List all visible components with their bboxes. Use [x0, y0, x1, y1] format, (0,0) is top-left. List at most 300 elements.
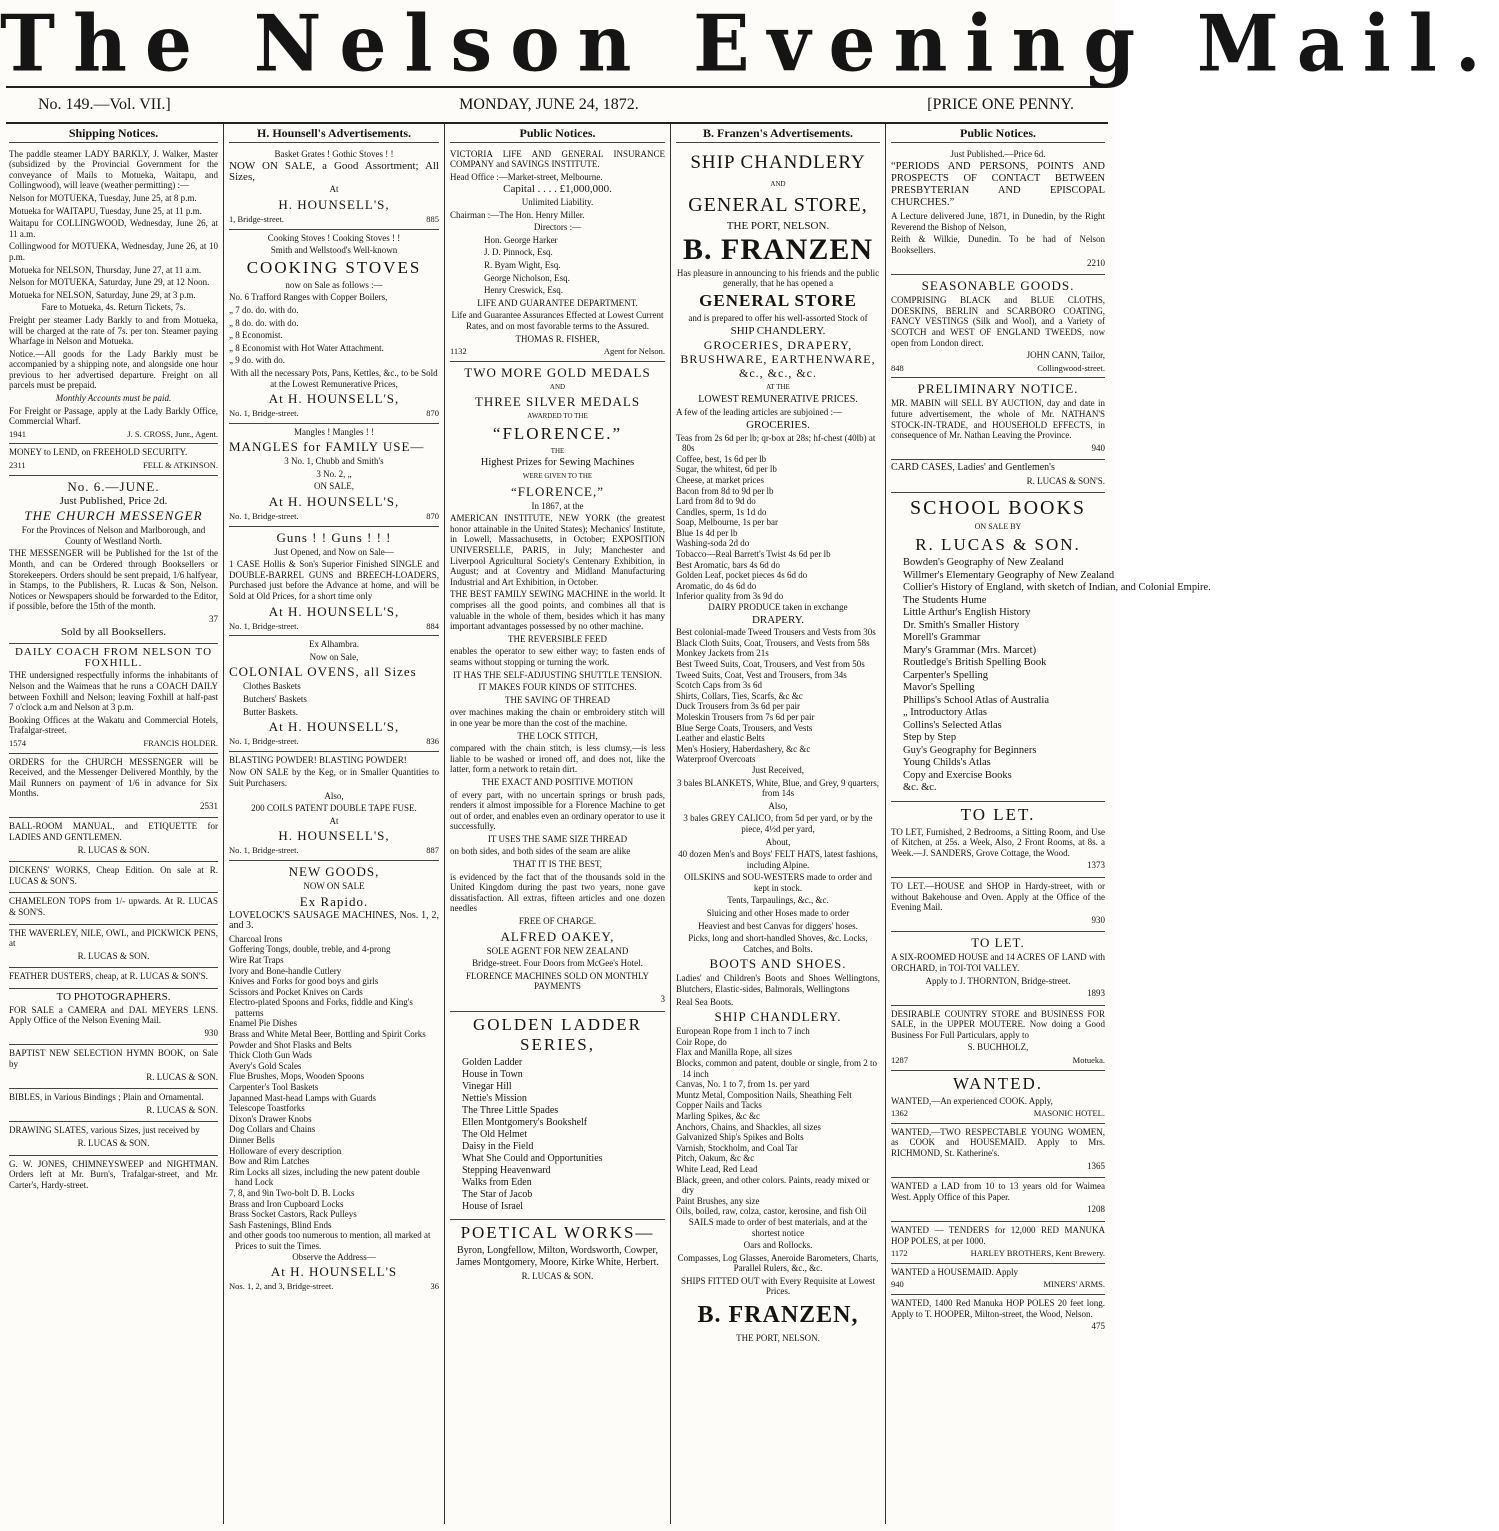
drapery-item: Scotch Caps from 3s 6d — [676, 680, 762, 691]
ad-text: ON SALE, — [314, 481, 354, 492]
ad-text: G. W. JONES, CHIMNEYSWEEP and NIGHTMAN. Orders left at Mr. Burn's, Trafalgar-street, and Mr. Carter's, Hardy-street. — [9, 1158, 218, 1190]
grocery-item: Coffee, best, 1s 6d per lb — [676, 453, 767, 464]
fare-line: Fare to Motueka, 4s. Return Tickets, 7s. — [41, 302, 186, 313]
book-title: Copy and Exercise Books — [903, 769, 1012, 781]
ad-text: A SIX-ROOMED HOUSE and 14 ACRES OF LAND with ORCHARD, in TOI-TOI VALLEY. — [891, 952, 1105, 973]
book-title: „ Introductory Atlas — [903, 707, 987, 719]
series-title: House of Israel — [462, 1200, 524, 1212]
ad-signature: H. HOUNSELL'S, — [278, 828, 390, 844]
book-title: Guy's Geography for Beginners — [903, 744, 1037, 756]
ad-number: 930 — [1091, 914, 1105, 925]
director: R. Byam Wight, Esq. — [484, 259, 561, 270]
ad-signature: R. LUCAS & SON. — [915, 535, 1081, 555]
ad-signature: At H. HOUNSELL'S, — [268, 391, 400, 407]
ad-heading: IT USES THE SAME SIZE THREAD — [487, 833, 628, 844]
ad-text: Real Sea Boots. — [676, 996, 734, 1007]
photographers-ad — [9, 989, 218, 1045]
ad-text: 3 No. 2, „ — [316, 468, 352, 479]
goods-item: Enamel Pie Dishes — [229, 1018, 297, 1029]
ad-text: SOLE AGENT FOR NEW ZEALAND — [486, 945, 629, 956]
ad-heading: SHIP CHANDLERY. — [714, 1009, 842, 1025]
ad-number: 37 — [209, 613, 218, 624]
chandlery-item: Flax and Manilla Rope, all sizes — [676, 1047, 792, 1058]
chandlery-item: Copper Nails and Tacks — [676, 1100, 762, 1111]
ad-signature: R. LUCAS & SON. — [146, 1071, 218, 1082]
chandlery-item: Coir Rope, do — [676, 1036, 727, 1047]
ad-text: Just Opened, and Now on Sale— — [274, 546, 394, 557]
goods-item: Carpenter's Tool Baskets — [229, 1082, 319, 1093]
ad-number: 1893 — [1087, 988, 1105, 999]
drapery-item: Duck Trousers from 3s 6d per pair — [676, 701, 800, 712]
wanted-housemaid-ad — [891, 1264, 1105, 1295]
ad-heading: Cooking Stoves ! Cooking Stoves ! ! — [267, 232, 401, 243]
notice-line: Notice.—All goods for the Lady Barkly must be accompanied by a shipping note, and alongside one hour previous to her advertised departure. Freight on all parcels must be prepaid. — [9, 348, 218, 391]
range-line: „ 8 Economist. — [229, 330, 283, 341]
goods-item: Ivory and Bone-handle Cutlery — [229, 965, 342, 976]
ad-text: WANTED — TENDERS for 12,000 RED MANUKA HOP POLES, at per 1000. — [891, 1225, 1105, 1246]
series-title: What She Could and Opportunities — [462, 1152, 603, 1164]
ad-text: Byron, Longfellow, Milton, Wordsworth, Cowper, James Montgomery, Moore, Kirke White, Herbert. — [456, 1244, 659, 1268]
ad-text: on both sides, and both sides of the seam are alike — [450, 846, 631, 857]
sailing-line: Waitapu for COLLINGWOOD, Wednesday, June 26, at 11 a.m. — [9, 218, 218, 239]
ad-text: THE BEST FAMILY SEWING MACHINE in the world. It comprises all the good points, and combines all that is valuable in the whole of them, besides which it has many important advantages possessed by no other machine. — [450, 589, 665, 632]
series-title: The Three Little Spades — [462, 1104, 559, 1116]
ad-heading: GOLDEN LADDER SERIES, — [472, 1014, 643, 1054]
grocery-item: Bacon from 8d to 9d per lb — [676, 485, 774, 496]
dickens-ad — [9, 862, 218, 893]
ad-signature: At H. HOUNSELL'S, — [268, 603, 400, 619]
book-title: Phillips's School Atlas of Australia — [903, 694, 1049, 706]
chandlery-list — [676, 1026, 880, 1217]
ad-text: SHIP CHANDLERY. — [730, 324, 826, 337]
insurance-ad — [450, 146, 665, 362]
ad-text: compared with the chain stitch, is less clumsy,—is less liable to be washed or ironed off, and does not, like the latter, form a network to retain dirt. — [450, 743, 665, 775]
grocery-item: Best Aromatic, bars 4s 6d do — [676, 559, 780, 570]
ad-text: SAILS made to order of best materials, and at the shortest notice — [688, 1216, 868, 1238]
series-title: Stepping Heavenward — [462, 1164, 551, 1176]
ad-text: ON SALE BY — [974, 522, 1022, 532]
ad-heading: GENERAL STORE, — [688, 194, 868, 217]
series-title: Walks from Eden — [462, 1176, 532, 1188]
ad-signature: R. LUCAS & SON'S. — [1026, 475, 1105, 486]
ad-heading: IT HAS THE SELF-ADJUSTING SHUTTLE TENSION. — [453, 669, 662, 680]
ad-text: THE — [550, 446, 565, 455]
ad-text: Clothes Baskets — [243, 681, 301, 692]
ad-text: enables the operator to sew either way; to fasten ends of seams without stopping or turning the work. — [450, 646, 665, 667]
chandlery-item: Anchors, Chains, and Shackles, all sizes — [676, 1121, 821, 1132]
goods-item: Bow and Rim Latches — [229, 1156, 310, 1167]
guns-ad — [229, 527, 439, 637]
ad-text: DAIRY PRODUCE taken in exchange — [708, 602, 848, 613]
goods-item: Sash Fastenings, Blind Ends — [229, 1219, 332, 1230]
pens-ad — [9, 925, 218, 969]
series-title: The Star of Jacob — [462, 1188, 533, 1200]
ad-heading: “FLORENCE.” — [492, 423, 623, 443]
sailing-line: Motueka for NELSON, Thursday, June 27, at 11 a.m. — [9, 264, 202, 275]
ad-text: 200 COILS PATENT DOUBLE TAPE FUSE. — [251, 803, 417, 814]
chandlery-item: European Rope from 1 inch to 7 inch — [676, 1026, 810, 1037]
range-line: „ 8 do. do. with do. — [229, 317, 299, 328]
ad-number: 1373 — [1087, 860, 1105, 871]
ad-text: FEATHER DUSTERS, cheap, at R. LUCAS & SON'S. — [9, 971, 208, 982]
director: Hon. George Harker — [484, 234, 558, 245]
cooking-stoves-ad — [229, 230, 439, 424]
ad-text: 3 bales GREY CALICO, from 5d per yard, or by the piece, 4½d per yard, — [683, 813, 873, 834]
ad-text: Butchers' Baskets — [243, 694, 307, 704]
ad-text: Head Office :—Market-street, Melbourne. — [450, 171, 603, 182]
ad-text: Highest Prizes for Sewing Machines — [480, 457, 635, 469]
grocery-item: Blue 1s 4d per lb — [676, 527, 738, 538]
goods-item: 7, 8, and 9in Two-bolt D. B. Locks — [229, 1187, 355, 1198]
goods-item: Thick Cloth Gun Wads — [229, 1050, 312, 1061]
series-list — [462, 1057, 665, 1213]
ad-signature: R. LUCAS & SON. — [77, 844, 150, 855]
goods-item: Avery's Gold Scales — [229, 1060, 302, 1071]
ad-text: Butter Baskets. — [243, 706, 298, 717]
ad-text: Also, — [768, 800, 788, 811]
chandlery-item: White Lead, Red Lead — [676, 1163, 758, 1174]
ad-text: Ladies' and Children's Boots and Shoes Wellingtons, Blutchers, Elastic-sides, Balmorals, Wellingtons — [676, 973, 880, 995]
column-shipping — [4, 124, 223, 1524]
ad-text: 1 CASE Hollis & Son's Superior Finished SINGLE and DOUBLE-BARREL GUNS and BREECH-LOADERS, Purchased just before the Advance at home, and will be Sold at Old Prices, for a short time only — [229, 559, 439, 602]
ad-text: ORDERS for the CHURCH MESSENGER will be Received, and the Messenger Delivered Monthly, by the Mail Runners on payment of 1/6 in advance for Six Months. — [9, 756, 218, 799]
ad-text: THE PORT, NELSON. — [726, 220, 830, 233]
series-title: Daisy in the Field — [462, 1140, 534, 1152]
ad-text: Just Published.—Price 6d. — [950, 148, 1046, 159]
to-let-house-ad — [891, 932, 1105, 1005]
signature: 1132 Agent for Nelson. — [450, 346, 665, 357]
ad-text: AND — [770, 179, 786, 188]
ad-text: A few of the leading articles are subjoined :— — [676, 407, 842, 418]
ad-text: Just Received, — [752, 764, 804, 775]
slates-ad — [9, 1122, 218, 1155]
column-heading: Shipping Notices. — [9, 128, 218, 143]
ad-text: is evidenced by the fact that of the thousands sold in the United Kingdom during the past two years, none gave dissatisfaction. All extras, fifteen articles and one dozen needles — [450, 871, 665, 914]
grocery-item: Sugar, the whitest, 6d per lb — [676, 464, 777, 475]
ad-signature: At H. HOUNSELL'S, — [268, 494, 400, 510]
ad-text: THE MESSENGER will be Published for the 1st of the Month, and can be Ordered through Booksellers or Storekeepers. Orders should be sent prepaid, 1/6 halfyear, in Stamps, to the Publishers, R. Lucas & Son, Nelson. Notices or Newspapers should be forwarded to the Editor, if possible, before the 15th of the month. — [9, 548, 218, 612]
signature: 848 Collingwood-street. — [891, 362, 1105, 373]
ad-text: WANTED a HOUSEMAID. Apply — [891, 1266, 1018, 1277]
ad-heading: VICTORIA LIFE AND GENERAL INSURANCE COMPANY and SAVINGS INSTITUTE. — [450, 148, 665, 170]
ad-text: Sold by all Booksellers. — [60, 625, 167, 638]
ad-heading: SEASONABLE GOODS. — [921, 278, 1075, 294]
section-heading: WANTED. — [952, 1073, 1043, 1093]
ad-text: Tents, Tarpaulings, &c., &c. — [727, 895, 829, 906]
ad-text: now on Sale as follows :— — [285, 279, 383, 290]
auction-ad — [891, 378, 1105, 460]
signature: No. 1, Bridge-street. 887 — [229, 845, 439, 856]
golden-ladder-ad — [450, 1012, 665, 1220]
range-line: „ 9 do. with do. — [229, 355, 285, 366]
goods-item: and other goods too numerous to mention, all marked at Prices to suit the Times. — [229, 1230, 431, 1251]
wanted-lad-ad — [891, 1178, 1105, 1222]
ad-signature: B. FRANZEN, — [697, 1302, 859, 1329]
ad-text: Chairman :—The Hon. Henry Miller. — [450, 209, 585, 220]
column-heading: H. Hounsell's Advertisements. — [229, 128, 439, 143]
ad-heading: “FLORENCE,” — [511, 483, 604, 499]
issue-line — [0, 88, 1114, 122]
ad-heading: GROCERIES. — [746, 418, 810, 431]
ad-heading: THAT IT IS THE BEST, — [512, 859, 603, 870]
chandlery-item: Oils, boiled, raw, colza, castor, kerosine, and fish Oil — [676, 1206, 867, 1217]
grocery-item: Teas from 2s 6d per lb; qr-box at 28s; hf-chest (40lb) at 80s — [676, 432, 876, 454]
signature: 1, Bridge-street. 885 — [229, 213, 439, 224]
ad-text: Capital . . . . £1,000,000. — [503, 183, 612, 196]
ad-heading: IT MAKES FOUR KINDS OF STITCHES. — [478, 682, 637, 693]
tailor-ad — [891, 275, 1105, 378]
ad-text: DICKENS' WORKS, Cheap Edition. On sale at R. LUCAS & SON'S. — [9, 865, 218, 886]
goods-item: Japanned Mast-head Lamps with Guards — [229, 1092, 376, 1103]
ad-text: of every part, with no uncertain springs or brush pads, renders it almost impossible for a Florence Machine to get out of order, and enables even an ordinary operator to use it successfully. — [450, 789, 665, 832]
ad-number: 1365 — [1087, 1160, 1105, 1171]
goods-item: Holloware of every description — [229, 1145, 342, 1156]
drapery-list — [676, 627, 880, 765]
ad-text: In 1867, at the — [531, 500, 584, 511]
ad-text: WANTED, 1400 Red Manuka HOP POLES 20 feet long. Apply to T. HOOPER, Milton-street, the Wood, Nelson. — [891, 1297, 1105, 1319]
ad-text: 3 No. 1, Chubb and Smith's — [284, 456, 384, 467]
money-ad — [9, 444, 218, 475]
chandlery-item: Paint Brushes, any size — [676, 1195, 760, 1206]
ad-signature: R. LUCAS & SON. — [77, 950, 150, 961]
ad-heading: TWO MORE GOLD MEDALS — [464, 364, 651, 380]
goods-item: Goffering Tongs, double, treble, and 4-prong — [229, 944, 391, 955]
issue-number: No. 149.—Vol. VII.] — [38, 96, 171, 113]
goods-item: Knives and Forks for good boys and girls — [229, 976, 379, 987]
ad-text: CHAMELEON TOPS from 1/- upwards. At R. LUCAS & SON'S. — [9, 896, 218, 918]
column-heading: Public Notices. — [891, 128, 1105, 143]
book-title: Collier's History of England, with sketch of Indian, and Colonial Empire. — [903, 582, 1211, 594]
drapery-item: Shirts, Collars, Ties, Scarfs, &c &c — [676, 690, 803, 701]
ad-text: A Lecture delivered June, 1871, in Dunedin, by the Right Reverend the Bishop of Nelson, — [891, 211, 1105, 232]
ad-heading: SHIP CHANDLERY — [690, 151, 866, 173]
ad-signature: At H. HOUNSELL'S, — [268, 719, 400, 735]
ad-text: 40 dozen Men's and Boys' FELT HATS, latest fashions, including Alpine. — [678, 849, 878, 870]
goods-item: Dog Collars and Chains — [229, 1124, 316, 1135]
drapery-item: Best Tweed Suits, Coat, Trousers, and Vest from 50s — [676, 659, 865, 669]
column-public-notices-2 — [885, 124, 1211, 1524]
ad-number: 3 — [660, 994, 665, 1004]
book-title: Dr. Smith's Smaller History — [903, 619, 1020, 631]
florence-ad — [450, 362, 665, 1012]
grocery-item: Tobacco—Real Barrett's Twist 4s 6d per lb — [676, 549, 831, 560]
new-goods-ad — [229, 861, 439, 1296]
accounts-line: Monthly Accounts must be paid. — [55, 393, 172, 404]
series-title: The Old Helmet — [462, 1128, 527, 1140]
book-title: Step by Step — [903, 732, 957, 744]
ad-text: WANTED,—An experienced COOK. Apply, — [891, 1095, 1053, 1106]
ad-text: NOW ON SALE, a Good Assortment; All Sizes, — [229, 160, 439, 183]
ad-text: No. 6.—JUNE. — [67, 478, 160, 494]
wanted-section — [891, 1071, 1105, 1124]
ad-text: Heaviest and best Canvas for diggers' hoses. — [698, 920, 858, 931]
ad-text: Observe the Address— — [292, 1251, 376, 1262]
ad-heading: THE CHURCH MESSENGER — [24, 508, 203, 524]
goods-item: Charcoal Irons — [229, 933, 283, 944]
masthead — [0, 0, 1499, 90]
ad-heading: THE EXACT AND POSITIVE MOTION — [481, 776, 634, 787]
ad-heading: THE LOCK STITCH, — [517, 730, 598, 741]
director: J. D. Pinnock, Esq. — [484, 247, 553, 258]
ad-signature: R. LUCAS & SON. — [146, 1104, 218, 1115]
ad-text: Bridge-street. Four Doors from McGee's Hotel. — [472, 958, 643, 969]
ad-text: AT THE — [766, 383, 790, 392]
series-title: Ellen Montgomery's Bookshelf — [462, 1116, 588, 1128]
ad-heading: LIFE AND GUARANTEE DEPARTMENT. — [477, 297, 638, 308]
signature: 2311 FELL & ATKINSON. — [9, 460, 218, 471]
goods-item: Dixon's Drawer Knobs — [229, 1113, 312, 1124]
signature: No. 1, Bridge-street. 870 — [229, 511, 439, 522]
ad-text: Apply to J. THORNTON, Bridge-street. — [925, 975, 1071, 986]
ad-text: THE PORT, NELSON. — [736, 1333, 820, 1344]
series-title: Vinegar Hill — [462, 1080, 512, 1092]
ad-number: 1208 — [1087, 1204, 1105, 1215]
ad-heading: POETICAL WORKS— — [460, 1222, 655, 1242]
goods-item: Dinner Bells — [229, 1135, 275, 1145]
ad-text: COMPRISING BLACK and BLUE CLOTHS, DOESKINS, BERLIN and SCARBORO COATING, FANCY VESTINGS (Silk and Wool), and a Variety of SCOTCH and WEST OF ENGLAND TWEEDS, now open from London direct. — [891, 295, 1105, 348]
signature: 1172 HARLEY BROTHERS, Kent Brewery. — [891, 1248, 1105, 1259]
franzen-store-ad — [676, 146, 880, 1350]
grocery-item: Aromatic, do 4s 6d do — [676, 580, 757, 591]
sailing-line: Nelson for MOTUEKA, Tuesday, June 25, at 8 p.m. — [9, 192, 197, 203]
ad-heading: THE SAVING OF THREAD — [505, 694, 610, 705]
ad-text: TO LET, Furnished, 2 Bedrooms, a Sitting Room, and Use of Kitchen, at 25s. a Week, Also, 2 Front Rooms, at 8s. a Week.—J. SANDERS, Grove Cottage, the Wood. — [891, 826, 1105, 858]
ad-text: Compasses, Log Glasses, Aneroide Barometers, Charts, Parallel Rulers, &c., &c. — [677, 1252, 879, 1274]
to-let-section — [891, 802, 1105, 878]
ad-heading: COOKING STOVES — [246, 257, 422, 277]
ad-heading: Basket Grates ! Gothic Stoves ! ! — [274, 148, 394, 159]
ad-text: Smith and Wellstood's Well-known — [270, 245, 398, 256]
sailing-line: Motueka for NELSON, Saturday, June 29, at 3 p.m. — [9, 289, 196, 300]
grocery-item: Soap, Melbourne, 1s per bar — [676, 517, 778, 528]
drapery-item: Men's Hosiery, Haberdashery, &c &c — [676, 743, 811, 754]
goods-item: Rim Locks all sizes, including the new patent double hand Lock — [229, 1166, 420, 1188]
goods-item: Wire Rat Traps — [229, 954, 284, 965]
ad-number: 930 — [204, 1027, 218, 1038]
ad-text: For the Provinces of Nelson and Marlborough, and County of Westland North. — [21, 525, 206, 546]
wanted-women-ad — [891, 1124, 1105, 1178]
book-title: Collins's Selected Atlas — [903, 719, 1002, 731]
ad-text: over machines making the chain or embroidery stitch will in one year be more than the cost of the machine. — [450, 707, 665, 728]
ad-heading: Mangles ! Mangles ! ! — [294, 426, 374, 437]
ad-text: At — [329, 184, 339, 195]
ad-text: About, — [765, 836, 791, 847]
bibles-ad — [9, 1089, 218, 1122]
ad-text: Now on Sale, — [309, 651, 359, 662]
ad-text: Has pleasure in announcing to his friends and the public generally, that he has opened a — [676, 267, 880, 289]
ad-text: COLONIAL OVENS, all Sizes — [229, 664, 417, 680]
goods-item: Brass Socket Castors, Rack Pulleys — [229, 1209, 357, 1220]
ad-text: Sluicing and other Hoses made to order — [706, 908, 850, 919]
freight-line: Freight per steamer Lady Barkly to and from Motueka, will be charged at the rate of 7s. per ton. Steamer paying Wharfage in Nelson and Motueka. — [9, 314, 218, 347]
ad-text: MANGLES for FAMILY USE— — [229, 439, 425, 455]
ad-text: THE WAVERLEY, NILE, OWL, and PICKWICK PENS, at — [9, 927, 218, 949]
ad-signature: S. BUCHHOLZ, — [967, 1042, 1029, 1053]
ad-text: Reith & Wilkie, Dunedin. To be had of Nelson Booksellers. — [891, 234, 1105, 255]
ad-text: WANTED a LAD from 10 to 13 years old for Waimea West. Apply Office of this Paper. — [891, 1181, 1105, 1202]
sailing-line: Collingwood for MOTUEKA, Wednesday, June 26, at 10 p.m. — [9, 241, 218, 262]
ad-text: WANTED,—TWO RESPECTABLE YOUNG WOMEN, as COOK and HOUSEMAID. Apply to Mrs. RICHMOND, St. Katherine's. — [891, 1126, 1105, 1159]
newspaper-title: The Nelson Evening Mail. — [0, 0, 1499, 90]
mangles-ad — [229, 424, 439, 527]
signature: 1574 FRANCIS HOLDER. — [9, 737, 218, 748]
school-books-ad — [891, 493, 1211, 801]
passage-line: For Freight or Passage, apply at the Lady Barkly Office, Commercial Wharf. — [9, 405, 218, 427]
ad-signature: THOMAS R. FISHER, — [515, 333, 600, 344]
chandlery-item: Galvanized Ship's Spikes and Bolts — [676, 1132, 804, 1143]
ad-signature: R. LUCAS & SON. — [521, 1270, 594, 1281]
ad-text: and is prepared to offer his well-assorted Stock of — [688, 312, 868, 323]
grocery-item: Cheese, at market prices — [676, 474, 764, 485]
to-let-shop-ad — [891, 878, 1105, 932]
ad-heading: THE REVERSIBLE FEED — [508, 633, 607, 644]
director: George Nicholson, Esq. — [484, 272, 570, 283]
book-title: Bowden's Geography of New Zealand — [903, 557, 1064, 569]
chandlery-item: Black, green, and other colors. Paints, ready mixed or dry — [676, 1174, 870, 1196]
ad-text: Also, — [324, 790, 344, 801]
issue-price: [PRICE ONE PENNY. — [927, 96, 1074, 113]
series-title: House in Town — [462, 1068, 523, 1080]
grocery-item: Washing-soda 2d do — [676, 538, 750, 549]
book-title: The Students Hume — [903, 594, 987, 606]
ad-text: With all the necessary Pots, Pans, Kettles, &c., to be Sold at the Lowest Remunerative Prices, — [230, 367, 438, 389]
ad-heading: “PERIODS AND PERSONS, POINTS AND PROSPECTS OF CONTACT BETWEEN PRESBYTERIAN AND EPISCOPAL CHURCHES.” — [891, 161, 1105, 209]
chandlery-item: Blocks, common and patent, double or single, from 2 to 14 inch — [676, 1058, 877, 1079]
ad-signature: H. HOUNSELL'S, — [278, 196, 390, 212]
range-line: No. 6 Trafford Ranges with Copper Boilers, — [229, 292, 388, 303]
ad-heading: B. FRANZEN — [682, 232, 873, 266]
grocery-item: Candles, sperm, 1s 1d do — [676, 506, 767, 517]
signature: 940 MINERS' ARMS. — [891, 1279, 1105, 1290]
book-title: Morell's Grammar — [903, 632, 981, 644]
ad-text: At — [329, 815, 339, 826]
ad-text: BALL-ROOM MANUAL, and ETIQUETTE for LADIES AND GENTLEMEN. — [9, 821, 218, 843]
grocery-item: Inferior quality from 3s 9d do — [676, 591, 784, 602]
drapery-item: Monkey Jackets from 21s — [676, 648, 769, 659]
signature: No. 1, Bridge-street. 836 — [229, 736, 439, 747]
ad-text: WERE GIVEN TO THE — [522, 472, 593, 481]
wanted-tenders-ad — [891, 1222, 1105, 1264]
alhambra-ad — [229, 636, 439, 752]
feather-ad — [9, 968, 218, 989]
goods-item: Scissors and Pocket Knives on Cards — [229, 986, 363, 997]
chandlery-item: Muntz Metal, Composition Nails, Sheathing Felt — [676, 1089, 852, 1100]
ad-heading: PRELIMINARY NOTICE. — [917, 381, 1079, 397]
ad-signature: R. LUCAS & SON. — [77, 1137, 150, 1148]
poetical-ad — [450, 1220, 665, 1288]
book-title: Mary's Grammar (Mrs. Marcet) — [903, 644, 1037, 656]
chimneysweep-ad — [9, 1156, 218, 1197]
books-list — [903, 557, 1211, 795]
church-messenger-ad — [9, 476, 218, 645]
book-title: Willmer's Elementary Geography of New Zealand — [903, 569, 1115, 581]
book-title: Little Arthur's English History — [903, 607, 1031, 619]
book-title: Young Childs's Atlas — [903, 757, 991, 769]
ad-text: 3 bales BLANKETS, White, Blue, and Grey, 9 quarters, from 14s — [677, 777, 879, 799]
blasting-ad — [229, 752, 439, 861]
signature: No. 1, Bridge-street. 870 — [229, 408, 439, 419]
goods-item: Electro-plated Spoons and Forks, fiddle and King's patterns — [229, 997, 413, 1018]
ad-heading: DRAPERY. — [751, 613, 805, 626]
ad-text: FLORENCE MACHINES SOLD ON MONTHLY PAYMENTS — [465, 970, 650, 992]
column-hounsell — [223, 124, 444, 1524]
ad-text: Unlimited Liability. — [521, 196, 594, 207]
range-line: „ 8 Economist with Hot Water Attachment. — [229, 342, 384, 353]
ad-heading: FREE OF CHARGE. — [518, 916, 597, 927]
signature: Nos. 1, 2, and 3, Bridge-street. 36 — [229, 1281, 439, 1292]
ad-heading: TO LET. — [971, 935, 1025, 951]
drapery-item: Blue Serge Coats, Trousers, and Vests — [676, 722, 813, 733]
